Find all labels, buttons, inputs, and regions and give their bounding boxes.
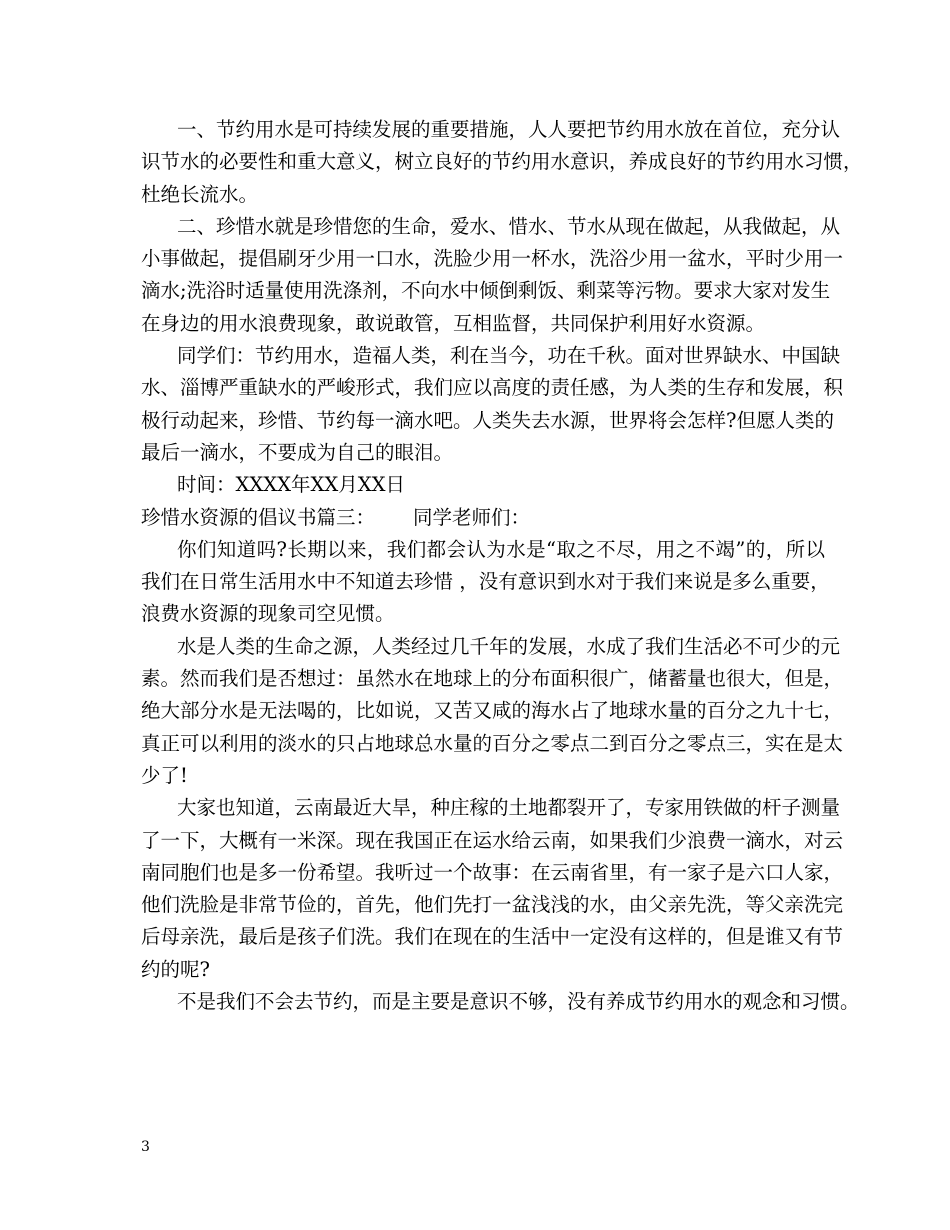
text-line: 他们洗脸是非常节俭的，首先，他们先打一盆浅浅的水，由父亲先洗，等父亲洗完: [141, 893, 844, 917]
text-line: 同学们：节约用水，造福人类，利在当今，功在千秋。面对世界缺水、中国缺: [177, 344, 841, 368]
text-line: 在身边的用水浪费现象，敢说敢管，互相监督，共同保护利用好水资源。: [141, 311, 766, 335]
text-line: 了一下，大概有一米深。现在我国正在运水给云南，如果我们少浪费一滴水，对云: [141, 828, 844, 852]
text-line: 水是人类的生命之源，人类经过几千年的发展，水成了我们生活必不可少的元: [177, 634, 841, 658]
text-line: 真正可以利用的淡水的只占地球总水量的百分之零点二到百分之零点三，实在是太: [141, 731, 844, 755]
text-line: 小事做起，提倡刷牙少用一口水，洗脸少用一杯水，洗浴少用一盆水，平时少用一: [141, 247, 844, 271]
text-line: 杜绝长流水。: [141, 182, 259, 206]
date-line: 时间：XXXX年XX月XX日: [177, 473, 406, 497]
text-line: 素。然而我们是否想过：虽然水在地球上的分布面积很广，储蓄量也很大，但是，: [141, 667, 844, 691]
page-number: 3: [141, 1139, 150, 1155]
text-line: 大家也知道，云南最近大旱，种庄稼的土地都裂开了，专家用铁做的杆子测量: [177, 796, 841, 820]
text-line: 我们在日常生活用水中不知道去珍惜 ，没有意识到水对于我们来说是多么重要，: [141, 570, 830, 594]
text-line: 极行动起来，珍惜、节约每一滴水吧。人类失去水源，世界将会怎样?但愿人类的: [141, 408, 834, 432]
text-line: 你们知道吗?长期以来，我们都会认为水是“取之不尽，用之不竭”的，所以: [177, 537, 825, 561]
text-line: 南同胞们也是多一份希望。我听过一个故事：在云南省里，有一家子是六口人家，: [141, 860, 844, 884]
text-line: 约的呢?: [141, 957, 210, 981]
section-heading: 珍惜水资源的倡议书篇三：: [141, 505, 376, 529]
salutation: 同学老师们：: [413, 505, 531, 529]
text-line: 一、节约用水是可持续发展的重要措施，人人要把节约用水放在首位，充分认: [177, 118, 841, 141]
text-line: 绝大部分水是无法喝的，比如说，又苦又咸的海水占了地球水量的百分之九十七，: [141, 699, 844, 723]
text-line: 浪费水资源的现象司空见惯。: [141, 602, 395, 626]
section-heading-line: [141, 502, 825, 534]
text-line: 最后一滴水，不要成为自己的眼泪。: [141, 440, 454, 464]
text-line: 水、淄博严重缺水的严峻形式，我们应以高度的责任感，为人类的生存和发展，积: [141, 376, 844, 400]
document-body: [141, 114, 863, 1018]
text-line: 不是我们不会去节约，而是主要是意识不够，没有养成节约用水的观念和习惯。: [177, 990, 860, 1014]
text-line: 识节水的必要性和重大意义，树立良好的节约用水意识，养成良好的节约用水习惯，: [141, 150, 863, 174]
text-line: 二、珍惜水就是珍惜您的生命，爱水、惜水、节水从现在做起，从我做起，从: [177, 214, 841, 238]
text-line: 滴水;洗浴时适量使用洗涤剂，不向水中倾倒剩饭、剩菜等污物。要求大家对发生: [141, 279, 831, 303]
text-line: 少了!: [141, 763, 188, 787]
text-line: 后母亲洗，最后是孩子们洗。我们在现在的生活中一定没有这样的，但是谁又有节: [141, 925, 844, 949]
